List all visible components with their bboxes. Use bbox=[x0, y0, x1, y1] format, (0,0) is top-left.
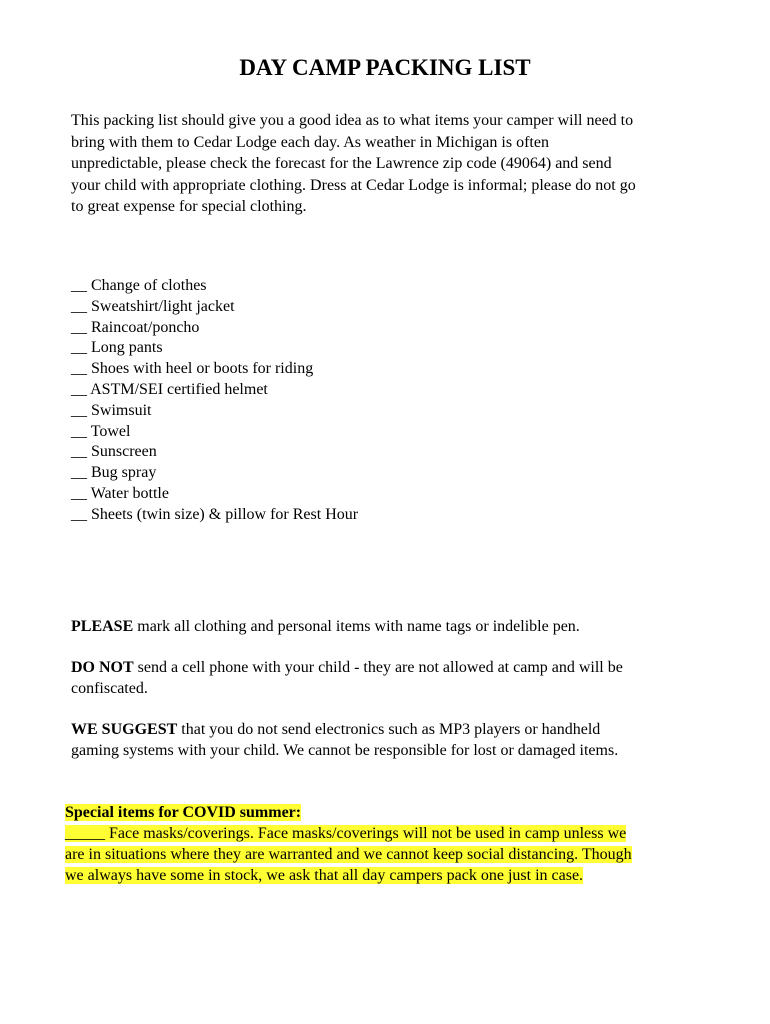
checklist-item bbox=[71, 484, 711, 505]
intro-line: unpredictable, please check the forecast for the Lawrence zip code (49064) and send bbox=[71, 155, 612, 172]
intro-line: This packing list should give you a good idea as to what items your camper will need to bbox=[71, 112, 634, 129]
intro-line: your child with appropriate clothing. Dress at Cedar Lodge is informal; please do not go bbox=[71, 176, 636, 194]
covid-text: we always have some in stock, we ask that all day campers pack one just in case. bbox=[65, 867, 584, 884]
page-title: DAY CAMP PACKING LIST bbox=[239, 55, 531, 80]
checklist-item bbox=[71, 442, 711, 463]
checklist-item bbox=[71, 463, 711, 484]
checklist-item-label: Sheets (twin size) & pillow for Rest Hour bbox=[91, 505, 359, 523]
do-not-bold: DO NOT bbox=[71, 659, 134, 676]
checklist-blank: __ bbox=[71, 380, 87, 398]
checklist-item-label: Shoes with heel or boots for riding bbox=[91, 360, 314, 378]
checklist-blank: __ bbox=[71, 464, 87, 482]
covid-text: are in situations where they are warranted and we cannot keep social distancing. Though bbox=[65, 846, 632, 863]
checklist-blank: __ bbox=[71, 484, 87, 502]
checklist-item bbox=[71, 318, 711, 339]
checklist-blank: __ bbox=[71, 401, 87, 419]
covid-heading: Special items for COVID summer: bbox=[65, 804, 302, 821]
covid-text-line bbox=[65, 823, 705, 844]
checklist-item bbox=[71, 276, 711, 297]
checklist-item-label: Towel bbox=[90, 422, 131, 440]
covid-text: _____ Face masks/coverings. Face masks/coverings will not be used in camp unless we bbox=[65, 825, 627, 842]
please-bold: PLEASE bbox=[71, 618, 134, 635]
covid-text-line bbox=[65, 844, 705, 865]
checklist-blank: __ bbox=[71, 443, 87, 461]
checklist-blank: __ bbox=[71, 505, 87, 523]
please-notice bbox=[71, 616, 711, 637]
do-not-text: send a cell phone with your child - they are not allowed at camp and will be bbox=[133, 659, 623, 676]
suggest-text: gaming systems with your child. We cannot be responsible for lost or damaged items. bbox=[71, 742, 619, 759]
covid-section bbox=[65, 802, 705, 886]
checklist-item bbox=[71, 401, 711, 422]
checklist-blank: __ bbox=[71, 277, 87, 294]
intro-paragraph bbox=[71, 110, 711, 218]
checklist-blank: __ bbox=[71, 422, 87, 440]
suggest-notice bbox=[71, 719, 711, 761]
intro-line: to great expense for special clothing. bbox=[71, 198, 307, 215]
checklist-item-label: Raincoat/poncho bbox=[91, 318, 200, 336]
checklist-item-label: ASTM/SEI certified helmet bbox=[90, 380, 268, 398]
suggest-text: that you do not send electronics such as MP3 players or handheld bbox=[177, 721, 601, 738]
checklist-blank: __ bbox=[71, 339, 87, 357]
checklist-item-label: Change of clothes bbox=[91, 277, 207, 294]
covid-text-line bbox=[65, 865, 705, 886]
do-not-notice bbox=[71, 657, 711, 699]
checklist-item bbox=[71, 422, 711, 443]
checklist-item-label: Long pants bbox=[91, 339, 163, 357]
checklist-item-label: Swimsuit bbox=[91, 401, 152, 419]
checklist-blank: __ bbox=[71, 297, 87, 315]
checklist-item-label: Water bottle bbox=[90, 484, 169, 502]
checklist-blank: __ bbox=[71, 318, 87, 336]
checklist-blank: __ bbox=[71, 360, 87, 378]
covid-heading-line bbox=[65, 802, 705, 823]
packing-checklist bbox=[71, 276, 711, 526]
do-not-text: confiscated. bbox=[71, 680, 148, 697]
intro-line: bring with them to Cedar Lodge each day. As weather in Michigan is often bbox=[71, 133, 549, 151]
checklist-item-label: Bug spray bbox=[91, 464, 157, 482]
checklist-item bbox=[71, 505, 711, 526]
checklist-item bbox=[71, 297, 711, 318]
suggest-bold: WE SUGGEST bbox=[71, 721, 178, 738]
checklist-item-label: Sweatshirt/light jacket bbox=[91, 297, 235, 315]
checklist-item bbox=[71, 338, 711, 359]
checklist-item bbox=[71, 359, 711, 380]
please-text: mark all clothing and personal items with name tags or indelible pen. bbox=[133, 618, 580, 635]
checklist-item bbox=[71, 380, 711, 401]
checklist-item-label: Sunscreen bbox=[91, 443, 157, 461]
